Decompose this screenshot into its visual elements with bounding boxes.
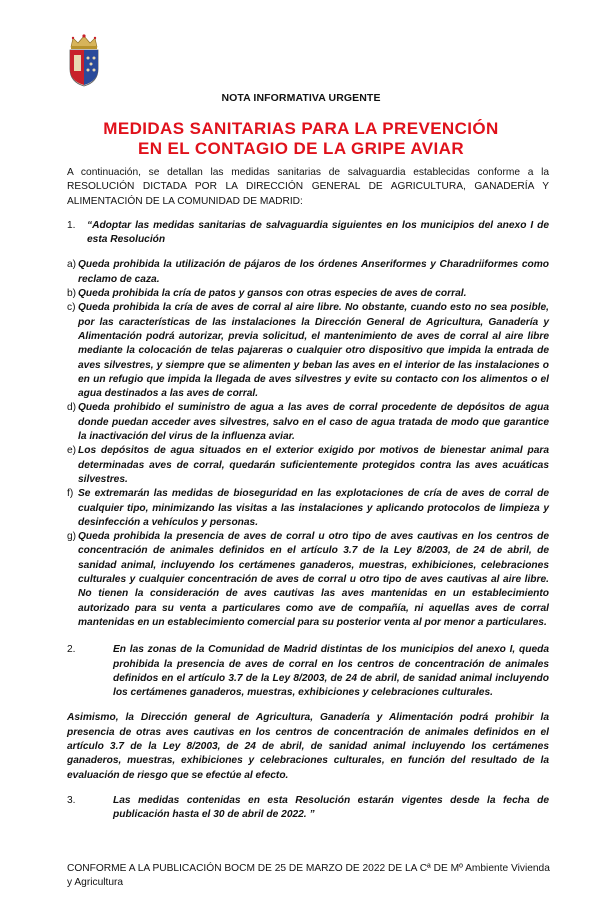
measure-f (67, 487, 549, 530)
measure-text: Se extremarán las medidas de bioseguridad en las explotaciones de cría de aves de corral de cualquier tipo, minimizando las visitas a las instalaciones y aplicando protocolos de limpieza y desinfección a vehículos y personas. (78, 488, 549, 528)
measure-text: Queda prohibida la cría de aves de corral al aire libre. No obstante, cuando esto no sea posible, por las características de las instalaciones la Dirección General de Agricultura, Ganadería y Alimentación podrá autorizar, previa solicitud, el mantenimiento de aves de corral al aire libre mediante la colocación de telas pajareras o cualquier otro dispositivo que impida la entrada de aves silvestres, y siempre que se alimenten y beban las aves en el interior de las instalaciones o en un refugio que impida la llegada de aves silvestres y evite su contacto con los alimentos o el agua destinados a las aves de corral. (78, 302, 549, 400)
item-3-text: Las medidas contenidas en esta Resolución estarán vigentes desde la fecha de publicación hasta el 30 de abril de 2022. ” (113, 794, 549, 821)
measure-text: Queda prohibida la presencia de aves de corral u otro tipo de aves cautivas en los centros de concentración de animales definidos en el artículo 3.7 de la Ley 8/2003, de 24 de abril, de sanidad animal, incluyendo los certámenes ganaderos, muestras, exhibiciones, celebraciones culturales y cualquier concentración de aves de corral u otro tipo de aves cautivas al aire libre. No tienen la consideración de aves cautivas las aves mantenidas en un establecimiento autorizado para su venta a particulares como ave de compañía, ni aquellas aves de corral mantenidas en un establecimiento comercial para su posterior venta al por menor a particulares. (78, 531, 549, 628)
measure-letter: d) (67, 402, 77, 414)
asimismo-paragraph: Asimismo, la Dirección general de Agricultura, Ganadería y Alimentación podrá prohibir la presencia de otras aves cautivas en los centros de concentración de animales definidos en el artículo 3.7 de la Ley 8/2003, de 24 de abril, de sanidad animal incluyendo los certámenes ganaderos, muestras, exhibiciones y celebraciones culturales, en función del resultado de la evaluación de riesgo que se efectúe al efecto. (67, 712, 549, 781)
item-1-text: “Adoptar las medidas sanitarias de salvaguardia siguientes en los municipios del anexo I de esta Resolución (87, 219, 549, 246)
title-line-1: MEDIDAS SANITARIAS PARA LA PREVENCIÓN (103, 119, 499, 138)
item-1-number: 1. (67, 219, 76, 231)
intro-paragraph: A continuación, se detallan las medidas sanitarias de salvaguardia establecidas conforme a la RESOLUCIÓN DICTADA POR LA DIRECCIÓN GENERAL DE AGRICULTURA, GANADERÍA Y ALIMENTACIÓN DE LA COMUNIDAD DE MADRID: (67, 167, 549, 207)
measures-list (67, 258, 549, 630)
measure-text: Queda prohibida la cría de patos y gansos con otras especies de aves de corral. (78, 288, 467, 300)
measure-letter: g) (67, 531, 77, 543)
measure-text: Los depósitos de agua situados en el exterior exigido por motivos de bienestar animal para determinadas aves de corral, quedarán suficientemente protegidos contra las aves acuáticas silvestres. (78, 445, 549, 485)
item-2-number: 2. (67, 644, 76, 656)
measure-letter: c) (67, 302, 76, 314)
measure-letter: b) (67, 288, 77, 300)
page-title (0, 119, 602, 159)
measure-a (67, 258, 549, 287)
title-line-2: EN EL CONTAGIO DE LA GRIPE AVIAR (137, 139, 465, 158)
item-1 (67, 219, 549, 248)
measure-letter: f) (67, 488, 74, 500)
measure-e (67, 444, 549, 487)
item-3 (67, 794, 549, 823)
measure-letter: e) (67, 445, 77, 457)
coat-of-arms-icon (66, 33, 102, 88)
item-3-number: 3. (67, 794, 76, 806)
measure-c (67, 301, 549, 401)
measure-g (67, 530, 549, 630)
item-2 (67, 643, 549, 700)
measure-letter: a) (67, 259, 77, 271)
publication-note: CONFORME A LA PUBLICACIÓN BOCM DE 25 DE MARZO DE 2022 DE LA Cª DE Mº Ambiente Vivienda y Agricultura (67, 863, 550, 889)
document-body (67, 166, 549, 822)
measure-text: Queda prohibido el suministro de agua a las aves de corral procedente de depósitos de agua donde puedan acceder aves silvestres, salvo en el caso de agua tratada de modo que garantice la inactivación del virus de la influenza aviar. (78, 402, 549, 443)
measure-b (67, 287, 549, 301)
item-2-text: En las zonas de la Comunidad de Madrid distintas de los municipios del anexo I, queda prohibida la presencia de aves de corral en los centros de concentración de animales definidos en el artículo 3.7 de la Ley 8/2003, de 24 de abril, de sanidad animal incluyendo los certámenes ganaderos, muestras, exhibiciones y celebraciones culturales. (113, 644, 549, 699)
measure-d (67, 401, 549, 444)
note-header: NOTA INFORMATIVA URGENTE (221, 92, 381, 104)
measure-text: Queda prohibida la utilización de pájaros de los órdenes Anseriformes y Charadriiformes como reclamo de caza. (78, 259, 549, 285)
